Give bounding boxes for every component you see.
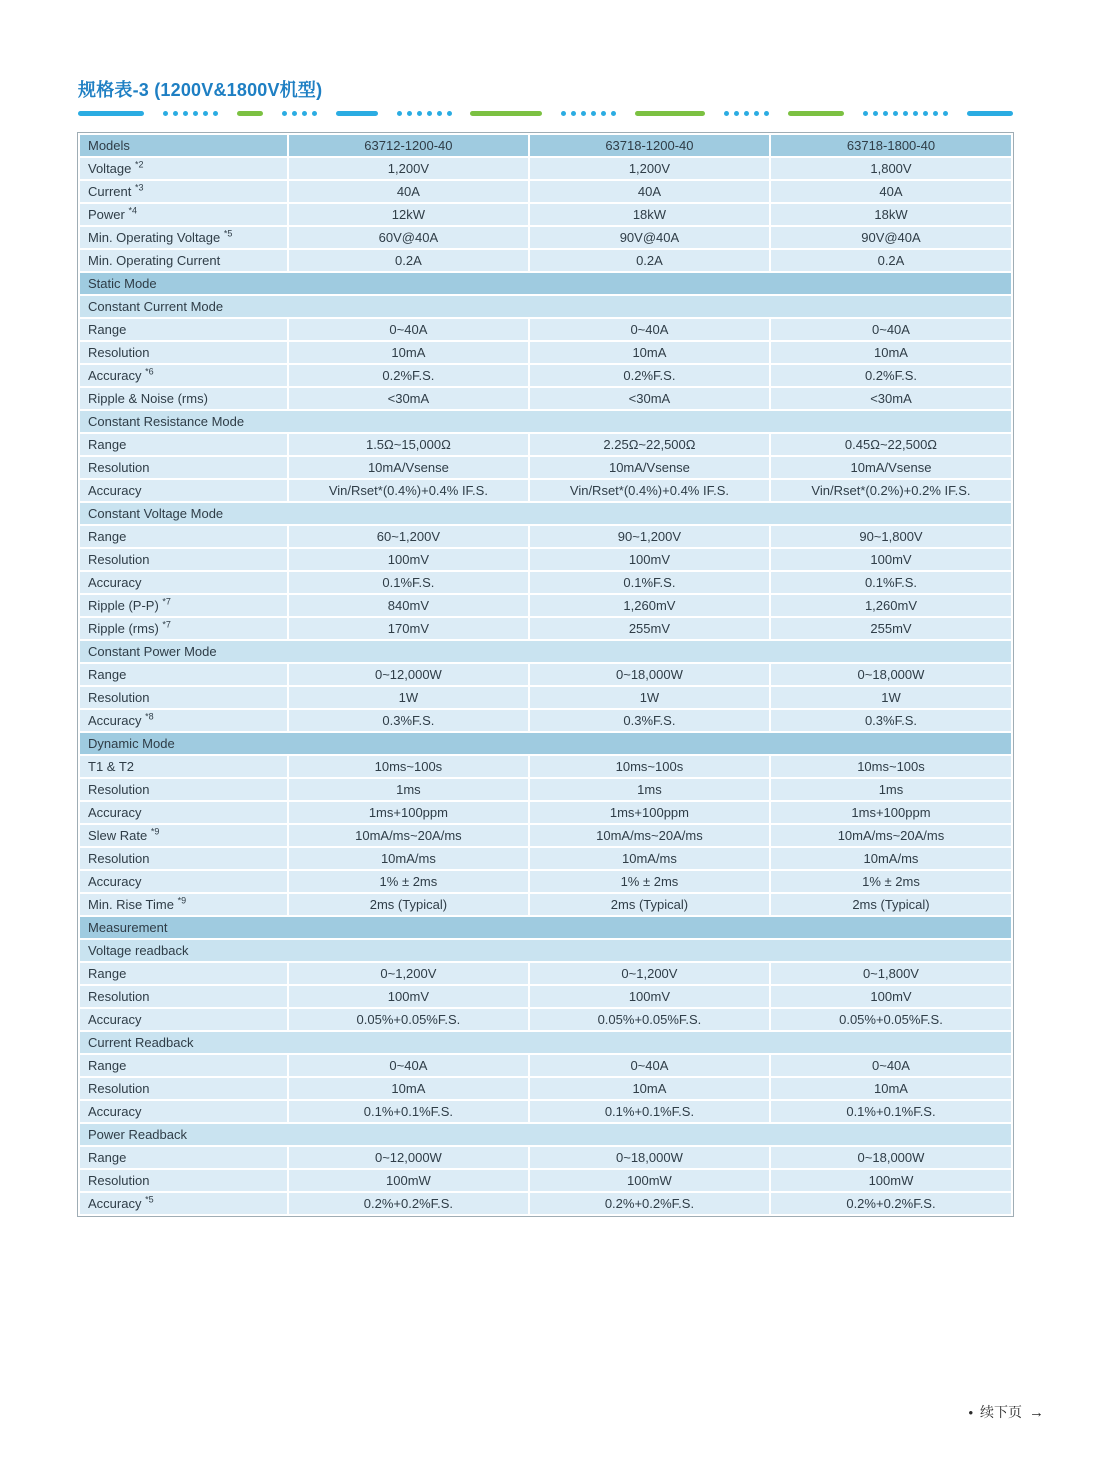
- divider-dot: [883, 111, 888, 116]
- table-row: [80, 457, 1011, 478]
- divider-dot: [183, 111, 188, 116]
- row-label: Range: [80, 319, 287, 340]
- cell-value: 10ms~100s: [771, 756, 1011, 777]
- cell-value: 90~1,200V: [530, 526, 769, 547]
- section-row: [80, 733, 1011, 754]
- cell-value: 63712-1200-40: [289, 135, 528, 156]
- section-title: Power Readback: [80, 1124, 1011, 1145]
- footnote-marker: *9: [150, 826, 160, 837]
- cell-value: 1ms+100ppm: [771, 802, 1011, 823]
- section-title: Measurement: [80, 917, 1011, 938]
- row-label: Range: [80, 664, 287, 685]
- divider-dot: [447, 111, 452, 116]
- cell-value: Vin/Rset*(0.4%)+0.4% IF.S.: [289, 480, 528, 501]
- decorative-divider: [78, 110, 1013, 116]
- cell-value: 90V@40A: [530, 227, 769, 248]
- divider-dot-group: [282, 111, 317, 116]
- cell-value: 0.05%+0.05%F.S.: [530, 1009, 769, 1030]
- table-row: [80, 756, 1011, 777]
- divider-dot: [873, 111, 878, 116]
- cell-value: 0.1%+0.1%F.S.: [530, 1101, 769, 1122]
- cell-value: 0~40A: [771, 319, 1011, 340]
- footnote-marker: *2: [135, 159, 144, 170]
- cell-value: 0~18,000W: [771, 664, 1011, 685]
- subsection-row: [80, 940, 1011, 961]
- cell-value: 100mW: [530, 1170, 769, 1191]
- row-label: Range: [80, 434, 287, 455]
- cell-value: 10ms~100s: [289, 756, 528, 777]
- table-row: [80, 549, 1011, 570]
- cell-value: 10mA: [771, 342, 1011, 363]
- subsection-row: [80, 296, 1011, 317]
- row-label: Accuracy $^{*8}$: [80, 710, 287, 731]
- cell-value: 100mV: [289, 986, 528, 1007]
- cell-value: 0.1%+0.1%F.S.: [771, 1101, 1011, 1122]
- section-row: [80, 917, 1011, 938]
- cell-value: 0.3%F.S.: [771, 710, 1011, 731]
- section-title: Current Readback: [80, 1032, 1011, 1053]
- section-title: Dynamic Mode: [80, 733, 1011, 754]
- divider-dot: [163, 111, 168, 116]
- divider-dot: [591, 111, 596, 116]
- table-row: [80, 1078, 1011, 1099]
- cell-value: 10mA: [289, 342, 528, 363]
- cell-value: 0~18,000W: [530, 1147, 769, 1168]
- table-row: [80, 572, 1011, 593]
- cell-value: 60~1,200V: [289, 526, 528, 547]
- subsection-row: [80, 1124, 1011, 1145]
- cell-value: 90~1,800V: [771, 526, 1011, 547]
- cell-value: 10mA: [530, 1078, 769, 1099]
- cell-value: 0.2%+0.2%F.S.: [289, 1193, 528, 1214]
- row-label: Min. Operating Current: [80, 250, 287, 271]
- table-row: [80, 158, 1011, 179]
- cell-value: 100mW: [771, 1170, 1011, 1191]
- cell-value: <30mA: [530, 388, 769, 409]
- divider-dot: [193, 111, 198, 116]
- table-row: [80, 227, 1011, 248]
- table-row: [80, 1147, 1011, 1168]
- cell-value: 840mV: [289, 595, 528, 616]
- table-row: [80, 526, 1011, 547]
- cell-value: 0.1%F.S.: [289, 572, 528, 593]
- cell-value: 0.45Ω~22,500Ω: [771, 434, 1011, 455]
- cell-value: Vin/Rset*(0.4%)+0.4% IF.S.: [530, 480, 769, 501]
- cell-value: 2ms (Typical): [530, 894, 769, 915]
- cell-value: 0.2%+0.2%F.S.: [771, 1193, 1011, 1214]
- cell-value: 0.2%F.S.: [771, 365, 1011, 386]
- footnote-marker: *9: [177, 895, 187, 906]
- cell-value: 100mV: [530, 986, 769, 1007]
- cell-value: 1% ± 2ms: [530, 871, 769, 892]
- divider-dash: [967, 111, 1013, 116]
- row-label: Accuracy $^{*5}$: [80, 1193, 287, 1214]
- divider-dot-group: [561, 111, 616, 116]
- cell-value: 1ms: [771, 779, 1011, 800]
- divider-dash: [788, 111, 844, 116]
- section-title: Constant Resistance Mode: [80, 411, 1011, 432]
- row-label: Range: [80, 526, 287, 547]
- divider-dash: [470, 111, 542, 116]
- footnote-marker: *8: [145, 711, 154, 722]
- cell-value: 100mW: [289, 1170, 528, 1191]
- cell-value: 60V@40A: [289, 227, 528, 248]
- row-label: Ripple & Noise (rms): [80, 388, 287, 409]
- table-row: [80, 687, 1011, 708]
- footnote-marker: *3: [134, 182, 144, 193]
- row-label: Resolution: [80, 342, 287, 363]
- spec-table: [77, 132, 1014, 1217]
- cell-value: 1,800V: [771, 158, 1011, 179]
- cell-value: 0.2A: [771, 250, 1011, 271]
- row-label: Resolution: [80, 457, 287, 478]
- row-label: Resolution: [80, 986, 287, 1007]
- cell-value: 0.2%F.S.: [289, 365, 528, 386]
- cell-value: 10mA: [530, 342, 769, 363]
- cell-value: 1,260mV: [530, 595, 769, 616]
- table-row: [80, 204, 1011, 225]
- divider-dot: [724, 111, 729, 116]
- divider-dot: [933, 111, 938, 116]
- row-label: T1 & T2: [80, 756, 287, 777]
- cell-value: Vin/Rset*(0.2%)+0.2% IF.S.: [771, 480, 1011, 501]
- divider-dash: [336, 111, 378, 116]
- divider-dash: [237, 111, 263, 116]
- cell-value: 0.2A: [530, 250, 769, 271]
- footnote-marker: *5: [223, 228, 233, 239]
- divider-dot: [923, 111, 928, 116]
- cell-value: 255mV: [771, 618, 1011, 639]
- divider-dot: [427, 111, 432, 116]
- cell-value: 2ms (Typical): [289, 894, 528, 915]
- cell-value: 1ms: [530, 779, 769, 800]
- divider-dot: [203, 111, 208, 116]
- divider-dot: [734, 111, 739, 116]
- cell-value: 100mV: [289, 549, 528, 570]
- row-label: Range: [80, 1055, 287, 1076]
- divider-dot: [173, 111, 178, 116]
- cell-value: 0~1,200V: [289, 963, 528, 984]
- divider-dot: [437, 111, 442, 116]
- row-label: Resolution: [80, 549, 287, 570]
- cell-value: 0.1%F.S.: [771, 572, 1011, 593]
- table-row: [80, 1193, 1011, 1214]
- footnote-marker: *6: [145, 366, 154, 377]
- cell-value: 100mV: [530, 549, 769, 570]
- cell-value: 1% ± 2ms: [771, 871, 1011, 892]
- table-row: [80, 1009, 1011, 1030]
- table-row: [80, 802, 1011, 823]
- table-row: [80, 710, 1011, 731]
- divider-dot: [754, 111, 759, 116]
- cell-value: 40A: [289, 181, 528, 202]
- table-row: [80, 664, 1011, 685]
- section-title: Constant Voltage Mode: [80, 503, 1011, 524]
- cell-value: 0~40A: [289, 319, 528, 340]
- divider-dot: [397, 111, 402, 116]
- table-row: [80, 250, 1011, 271]
- cell-value: 10mA: [771, 1078, 1011, 1099]
- footnote-marker: *7: [162, 596, 171, 607]
- table-row: [80, 319, 1011, 340]
- cell-value: 0~40A: [530, 319, 769, 340]
- divider-dot: [571, 111, 576, 116]
- table-row: [80, 1055, 1011, 1076]
- table-row: [80, 1101, 1011, 1122]
- cell-value: 10mA/ms: [771, 848, 1011, 869]
- cell-value: 40A: [530, 181, 769, 202]
- divider-dot: [282, 111, 287, 116]
- row-label: Voltage $^{*2}$: [80, 158, 287, 179]
- divider-dot: [764, 111, 769, 116]
- row-label: Accuracy: [80, 1009, 287, 1030]
- row-label: Accuracy $^{*6}$: [80, 365, 287, 386]
- table-row: [80, 871, 1011, 892]
- cell-value: 1ms+100ppm: [530, 802, 769, 823]
- right-arrow-icon: →: [1029, 1403, 1044, 1421]
- table-row: [80, 825, 1011, 846]
- cell-value: 0~40A: [771, 1055, 1011, 1076]
- cell-value: 10mA/ms: [530, 848, 769, 869]
- section-title: Constant Power Mode: [80, 641, 1011, 662]
- table-row: [80, 894, 1011, 915]
- row-label: Models: [80, 135, 287, 156]
- row-label: Power $^{*4}$: [80, 204, 287, 225]
- section-title: Constant Current Mode: [80, 296, 1011, 317]
- row-label: Accuracy: [80, 802, 287, 823]
- cell-value: 10mA/ms~20A/ms: [530, 825, 769, 846]
- cell-value: 0~12,000W: [289, 664, 528, 685]
- cell-value: 90V@40A: [771, 227, 1011, 248]
- divider-dot: [913, 111, 918, 116]
- cell-value: 12kW: [289, 204, 528, 225]
- cell-value: 1ms+100ppm: [289, 802, 528, 823]
- cell-value: 2ms (Typical): [771, 894, 1011, 915]
- row-label: Resolution: [80, 779, 287, 800]
- footnote-marker: *7: [162, 619, 171, 630]
- cell-value: 10ms~100s: [530, 756, 769, 777]
- table-row: [80, 963, 1011, 984]
- subsection-row: [80, 411, 1011, 432]
- cell-value: 1% ± 2ms: [289, 871, 528, 892]
- cell-value: 10mA: [289, 1078, 528, 1099]
- table-row: [80, 181, 1011, 202]
- divider-dot-group: [397, 111, 452, 116]
- divider-dot: [903, 111, 908, 116]
- subsection-row: [80, 641, 1011, 662]
- table-row: [80, 480, 1011, 501]
- row-label: Resolution: [80, 1170, 287, 1191]
- row-label: Current $^{*3}$: [80, 181, 287, 202]
- row-label: Min. Operating Voltage $^{*5}$: [80, 227, 287, 248]
- cell-value: 0~1,200V: [530, 963, 769, 984]
- row-label: Range: [80, 963, 287, 984]
- row-label: Accuracy: [80, 871, 287, 892]
- row-label: Slew Rate $^{*9}$: [80, 825, 287, 846]
- footnote-marker: *5: [145, 1194, 154, 1205]
- cell-value: 10mA/Vsense: [530, 457, 769, 478]
- divider-dash: [78, 111, 144, 116]
- table-row: [80, 365, 1011, 386]
- cell-value: 40A: [771, 181, 1011, 202]
- row-label: Ripple (rms) $^{*7}$: [80, 618, 287, 639]
- subsection-row: [80, 1032, 1011, 1053]
- divider-dot: [417, 111, 422, 116]
- cell-value: 10mA/ms: [289, 848, 528, 869]
- row-label: Resolution: [80, 848, 287, 869]
- cell-value: 1ms: [289, 779, 528, 800]
- page-title: 规格表-3 (1200V&1800V机型): [78, 80, 323, 100]
- cell-value: 0~1,800V: [771, 963, 1011, 984]
- divider-dot: [302, 111, 307, 116]
- table-row: [80, 779, 1011, 800]
- cell-value: 10mA/Vsense: [289, 457, 528, 478]
- cell-value: 0~12,000W: [289, 1147, 528, 1168]
- table-row: [80, 595, 1011, 616]
- row-label: Resolution: [80, 687, 287, 708]
- section-title: Static Mode: [80, 273, 1011, 294]
- cell-value: 0~40A: [530, 1055, 769, 1076]
- cell-value: 1,200V: [289, 158, 528, 179]
- cell-value: <30mA: [289, 388, 528, 409]
- cell-value: 1W: [771, 687, 1011, 708]
- section-title: Voltage readback: [80, 940, 1011, 961]
- divider-dot: [292, 111, 297, 116]
- row-label: Accuracy: [80, 1101, 287, 1122]
- cell-value: 0.2%+0.2%F.S.: [530, 1193, 769, 1214]
- table-row: [80, 342, 1011, 363]
- cell-value: 1,200V: [530, 158, 769, 179]
- cell-value: 0~40A: [289, 1055, 528, 1076]
- row-label: Accuracy: [80, 480, 287, 501]
- cell-value: 1W: [530, 687, 769, 708]
- footer-bullet: •: [968, 1404, 973, 1420]
- row-label: Min. Rise Time $^{*9}$: [80, 894, 287, 915]
- cell-value: 170mV: [289, 618, 528, 639]
- divider-dot: [611, 111, 616, 116]
- cell-value: 0~18,000W: [530, 664, 769, 685]
- footer-label: 续下页: [980, 1404, 1022, 1420]
- cell-value: 10mA/Vsense: [771, 457, 1011, 478]
- cell-value: 63718-1800-40: [771, 135, 1011, 156]
- cell-value: 100mV: [771, 986, 1011, 1007]
- cell-value: 18kW: [771, 204, 1011, 225]
- divider-dot: [581, 111, 586, 116]
- subsection-row: [80, 503, 1011, 524]
- footnote-marker: *4: [128, 205, 137, 216]
- divider-dot: [312, 111, 317, 116]
- cell-value: 1W: [289, 687, 528, 708]
- row-label: Ripple (P-P) $^{*7}$: [80, 595, 287, 616]
- cell-value: <30mA: [771, 388, 1011, 409]
- cell-value: 0.1%+0.1%F.S.: [289, 1101, 528, 1122]
- cell-value: 18kW: [530, 204, 769, 225]
- cell-value: 0.1%F.S.: [530, 572, 769, 593]
- divider-dot: [407, 111, 412, 116]
- divider-dot: [561, 111, 566, 116]
- table-row: [80, 986, 1011, 1007]
- divider-dot: [863, 111, 868, 116]
- section-row: [80, 273, 1011, 294]
- cell-value: 1,260mV: [771, 595, 1011, 616]
- spec-table-body: [80, 135, 1011, 1214]
- divider-dot: [601, 111, 606, 116]
- table-row: [80, 388, 1011, 409]
- divider-dot-group: [163, 111, 218, 116]
- table-row: [80, 618, 1011, 639]
- divider-dot: [943, 111, 948, 116]
- cell-value: 10mA/ms~20A/ms: [771, 825, 1011, 846]
- continued-next-page: [968, 1402, 1044, 1422]
- divider-dot: [213, 111, 218, 116]
- cell-value: 0.2%F.S.: [530, 365, 769, 386]
- cell-value: 0~18,000W: [771, 1147, 1011, 1168]
- row-label: Range: [80, 1147, 287, 1168]
- header-row: [80, 135, 1011, 156]
- cell-value: 1.5Ω~15,000Ω: [289, 434, 528, 455]
- table-row: [80, 1170, 1011, 1191]
- cell-value: 100mV: [771, 549, 1011, 570]
- cell-value: 0.05%+0.05%F.S.: [289, 1009, 528, 1030]
- cell-value: 0.3%F.S.: [530, 710, 769, 731]
- cell-value: 2.25Ω~22,500Ω: [530, 434, 769, 455]
- cell-value: 0.2A: [289, 250, 528, 271]
- cell-value: 0.05%+0.05%F.S.: [771, 1009, 1011, 1030]
- divider-dot-group: [863, 111, 948, 116]
- cell-value: 63718-1200-40: [530, 135, 769, 156]
- table-row: [80, 848, 1011, 869]
- table-row: [80, 434, 1011, 455]
- divider-dash: [635, 111, 705, 116]
- cell-value: 10mA/ms~20A/ms: [289, 825, 528, 846]
- divider-dot: [744, 111, 749, 116]
- cell-value: 255mV: [530, 618, 769, 639]
- divider-dot-group: [724, 111, 769, 116]
- row-label: Resolution: [80, 1078, 287, 1099]
- divider-dot: [893, 111, 898, 116]
- row-label: Accuracy: [80, 572, 287, 593]
- cell-value: 0.3%F.S.: [289, 710, 528, 731]
